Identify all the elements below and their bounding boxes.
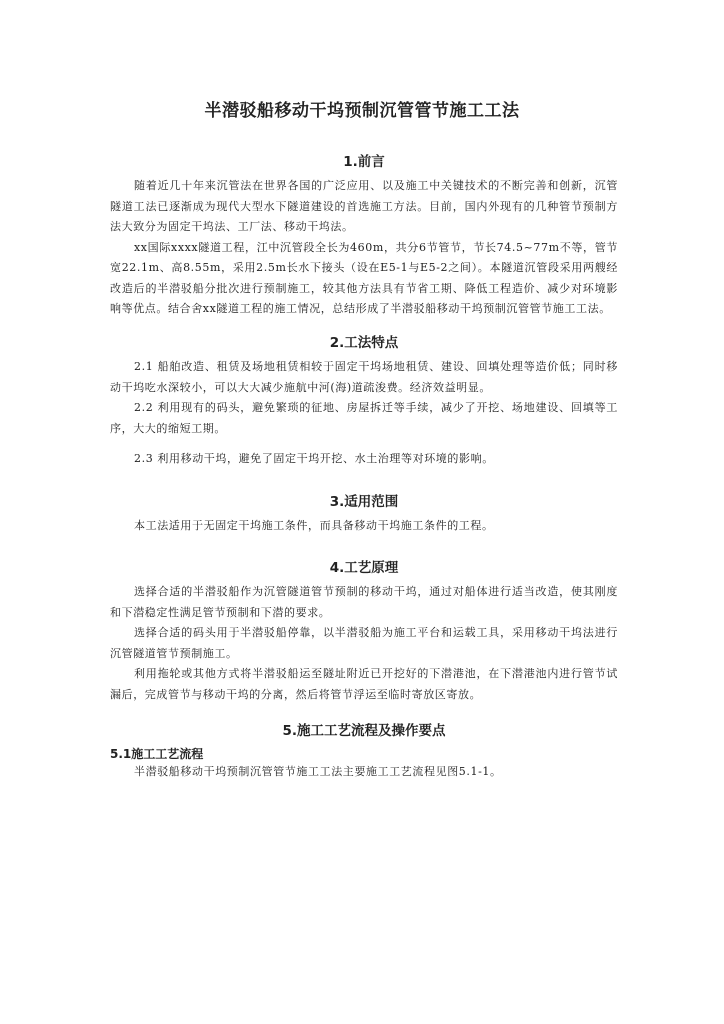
section-preface bbox=[110, 150, 618, 320]
paragraph: 选择合适的码头用于半潜驳船停靠，以半潜驳船为施工平台和运载工具，采用移动干坞法进行沉管隧道管节预制施工。 bbox=[110, 626, 618, 660]
sub-heading: 5.1施工工艺流程 bbox=[110, 747, 204, 761]
spacer bbox=[110, 439, 618, 449]
document-title: 半潜驳船移动干坞预制沉管管节施工工法 bbox=[204, 101, 520, 121]
paragraph: 2.2 利用现有的码头，避免繁琐的征地、房屋拆迁等手续，减少了开挖、场地建设、回填等工序，大大的缩短工期。 bbox=[110, 401, 618, 435]
section-heading: 3.适用范围 bbox=[329, 494, 399, 510]
paragraph: 随着近几十年来沉管法在世界各国的广泛应用、以及施工中关键技术的不断完善和创新，沉管隧道工法已逐渐成为现代大型水下隧道建设的首选施工方法。目前，国内外现有的几种管节预制方法大致分为固定干坞法、工厂法、移动干坞法。 bbox=[110, 179, 618, 233]
section-heading: 2.工法特点 bbox=[329, 335, 399, 351]
section-heading: 5.施工工艺流程及操作要点 bbox=[282, 723, 446, 739]
section-heading: 1.前言 bbox=[343, 154, 385, 170]
section-process bbox=[110, 719, 618, 783]
paragraph: 利用拖轮或其他方式将半潜驳船运至隧址附近已开挖好的下潜港池，在下潜港池内进行管节试漏后，完成管节与移动干坞的分离，然后将管节浮运至临时寄放区寄放。 bbox=[110, 667, 618, 701]
paragraph: 本工法适用于无固定干坞施工条件，而具备移动干坞施工条件的工程。 bbox=[134, 519, 494, 532]
paragraph: 2.1 船舶改造、租赁及场地租赁相较于固定干坞场地租赁、建设、回填处理等造价低；同时移动干坞吃水深较小，可以大大减少施航中河(海)道疏浚费。经济效益明显。 bbox=[110, 360, 618, 394]
section-principle bbox=[110, 556, 618, 705]
section-scope bbox=[110, 490, 618, 537]
paragraph: xx国际xxxx隧道工程，江中沉管段全长为460m，共分6节管节，节长74.5~77m不等，管节宽22.1m、高8.55m，采用2.5m长水下接头（设在E5-1与E5-2之间）。本隧道沉管段采用两艘经改造后的半潜驳船分批次进行预制施工，较其他方法具有节省工期、降低工程造价、减少对环境影响等优点。结合舍xx隧道工程的施工情况，总结形成了半潜驳船移动干坞预制沉管管节施工工法。 bbox=[110, 240, 618, 315]
section-heading: 4.工艺原理 bbox=[329, 560, 399, 576]
paragraph: 半潜驳船移动干坞预制沉管管节施工工法主要施工工艺流程见图5.1-1。 bbox=[134, 765, 502, 778]
paragraph: 2.3 利用移动干坞，避免了固定干坞开挖、水土治理等对环境的影响。 bbox=[134, 452, 494, 465]
section-features bbox=[110, 331, 618, 470]
paragraph: 选择合适的半潜驳船作为沉管隧道管节预制的移动干坞，通过对船体进行适当改造，使其刚度和下潜稳定性满足管节预制和下潜的要求。 bbox=[110, 585, 618, 619]
